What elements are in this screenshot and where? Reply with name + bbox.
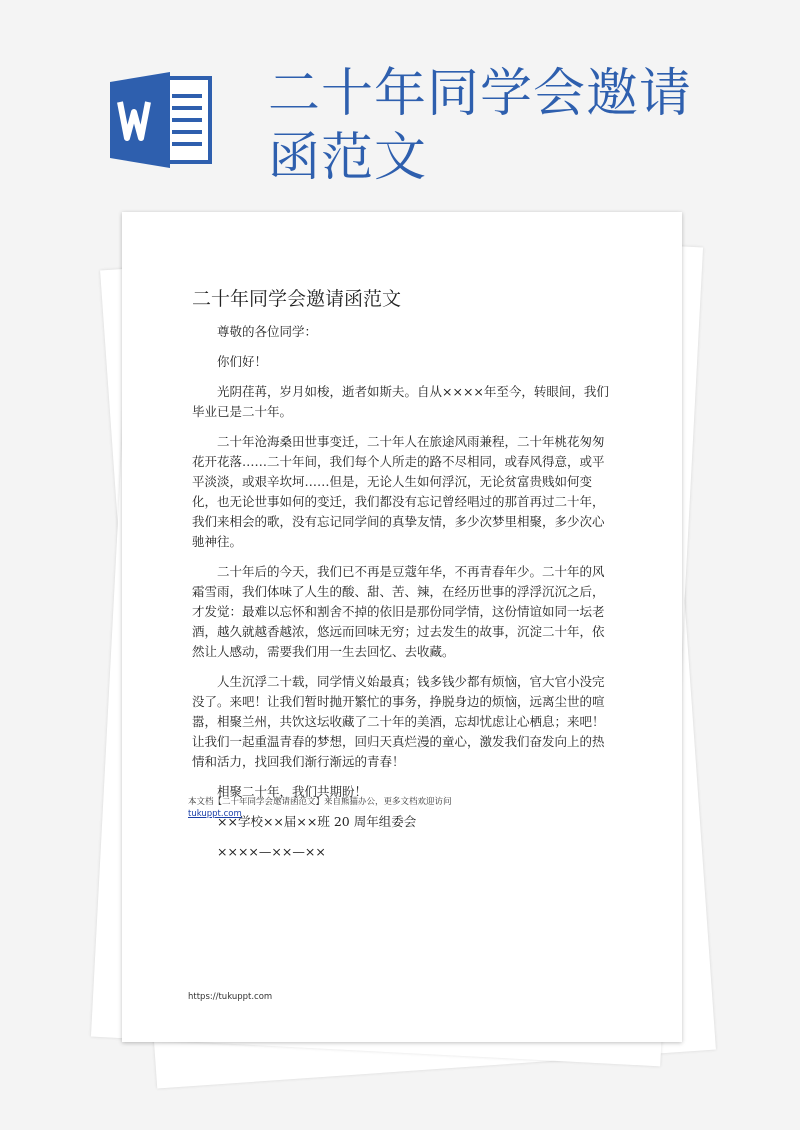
body-paragraph: 光阴荏苒，岁月如梭，逝者如斯夫。自从××××年至今，转眼间，我们毕业已是二十年。: [192, 384, 609, 419]
body-paragraph: 二十年后的今天，我们已不再是豆蔻年华，不再青春年少。二十年的风霜雪雨，我们体味了人生的酸、甜、苦、辣，在经历世事的浮浮沉沉之后，才发觉：最难以忘怀和割舍不掉的依旧是那份同学情，这份情谊如同一坛老酒，越久就越香越浓，悠远而回味无穷；过去发生的故事，沉淀二十年，依然让人感动，需要我们用一生去回忆、去收藏。: [192, 564, 605, 659]
page-header-title: 二十年同学会邀请函范文: [268, 64, 693, 188]
source-note-text: 本文档【二十年同学会邀请函范文】来自熊猫办公，更多文档欢迎访问: [188, 797, 452, 807]
document-page: [122, 212, 682, 1042]
greeting: 你们好！: [217, 354, 268, 369]
salutation: 尊敬的各位同学：: [217, 324, 318, 339]
closing-line: 相聚二十年，我们共期盼！: [217, 784, 368, 799]
body-paragraph: 人生沉浮二十载，同学情义始最真；钱多钱少都有烦恼，官大官小没完没了。来吧！让我们暂时抛开繁忙的事务，挣脱身边的烦恼，远离尘世的喧嚣，相聚兰州，共饮这坛收藏了二十年的美酒，忘却忧虑让心栖息；来吧！让我们一起重温青春的梦想，回归天真烂漫的童心，激发我们奋发向上的热情和活力，找回我们渐行渐远的青春！: [192, 674, 605, 769]
body-paragraph: 二十年沧海桑田世事变迁，二十年人在旅途风雨兼程，二十年桃花匆匆花开花落……二十年间，我们每个人所走的路不尽相同，或春风得意，或平平淡淡，或艰辛坎坷……但是，无论人生如何浮沉，无论贫富贵贱如何变化，也无论世事如何的变迁，我们都没有忘记曾经唱过的那首再过二十年，我们来相会的歌，没有忘记同学间的真挚友情，多少次梦里相聚，多少次心驰神往。: [192, 434, 605, 549]
signature-date: ××××—××—××: [217, 844, 326, 859]
document-body: [192, 322, 614, 872]
word-doc-icon: [110, 72, 214, 168]
page-url[interactable]: https://tukuppt.com: [188, 992, 273, 1002]
signature-organizer: ××学校××届××班 20 周年组委会: [217, 814, 417, 829]
source-link[interactable]: tukuppt.com: [188, 809, 242, 819]
source-note: [188, 796, 452, 820]
document-title: 二十年同学会邀请函范文: [192, 288, 402, 310]
